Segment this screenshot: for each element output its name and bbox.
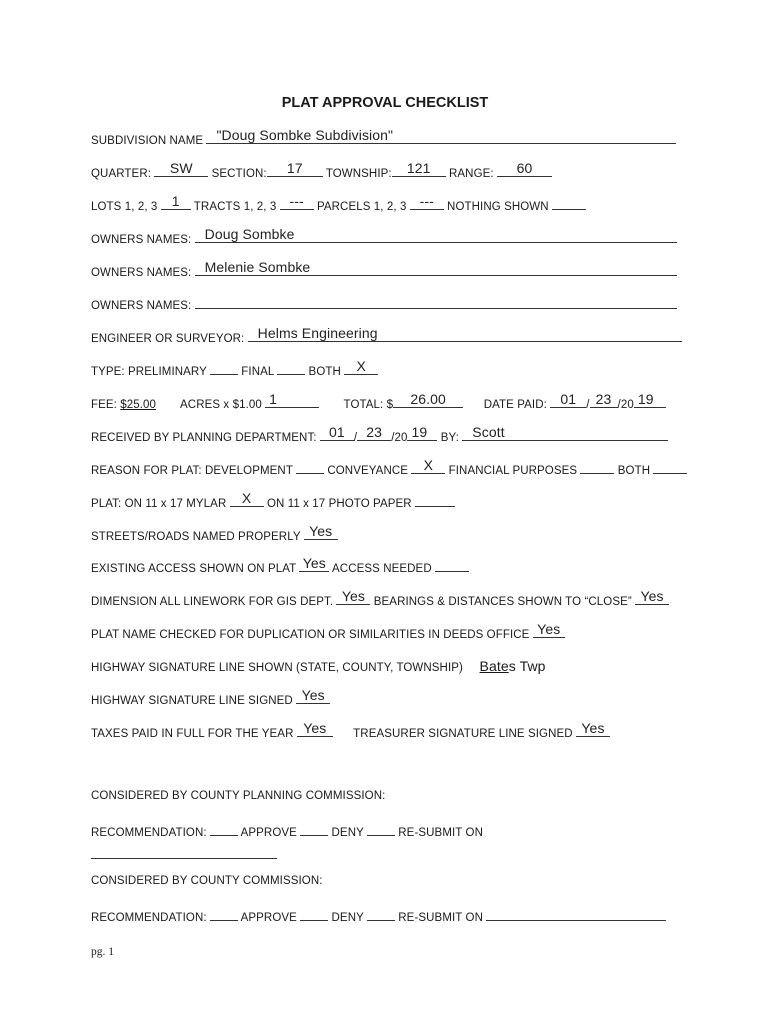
reason-development-field[interactable]: [296, 461, 324, 474]
planning-resubmit-date-field[interactable]: [91, 846, 277, 859]
received-day: 23: [366, 424, 383, 440]
type-both-mark: X: [356, 358, 366, 374]
acres-label: ACRES x $1.00: [180, 399, 262, 411]
county-commission-heading: CONSIDERED BY COUNTY COMMISSION:: [91, 875, 323, 887]
owner-field-3[interactable]: [195, 296, 677, 309]
platname-row: [91, 621, 565, 641]
owners-label: OWNERS NAMES:: [91, 300, 192, 312]
county-recommendation-row: [91, 908, 666, 924]
reason-development-label: REASON FOR PLAT: DEVELOPMENT: [91, 465, 293, 477]
type-both-label: BOTH: [308, 366, 341, 378]
date-paid-day: 23: [595, 391, 612, 407]
streets-label: STREETS/ROADS NAMED PROPERLY: [91, 531, 301, 543]
taxes-field[interactable]: [297, 720, 333, 737]
date-paid-month-field[interactable]: [550, 391, 586, 408]
type-final-label: FINAL: [241, 366, 274, 378]
owner-field-1[interactable]: [195, 226, 677, 243]
planning-resubmit-field[interactable]: [367, 823, 395, 836]
owner-row-3: [91, 296, 677, 312]
type-both-field[interactable]: [344, 358, 378, 375]
parcels-label: PARCELS 1, 2, 3: [316, 201, 407, 213]
engineer-label: ENGINEER OR SURVEYOR:: [91, 333, 245, 345]
platname-field[interactable]: [533, 621, 565, 638]
received-day-field[interactable]: [357, 424, 391, 441]
total-label: TOTAL: $: [343, 399, 394, 411]
subdivision-label: SUBDIVISION NAME: [91, 135, 204, 147]
planning-approve-label: APPROVE: [240, 827, 297, 839]
county-approve-label: APPROVE: [240, 912, 297, 924]
quarter-label: QUARTER:: [91, 168, 152, 180]
dimension-row: [91, 588, 669, 608]
county-rec-label: RECOMMENDATION:: [91, 912, 207, 924]
range-value: 60: [516, 160, 533, 176]
dimension-value: Yes: [341, 588, 366, 604]
date-paid-year-field[interactable]: [634, 391, 666, 408]
received-label: RECEIVED BY PLANNING DEPARTMENT:: [91, 432, 317, 444]
planning-approve-field[interactable]: [210, 823, 238, 836]
page-title: PLAT APPROVAL CHECKLIST: [281, 95, 489, 111]
reason-financial-label: FINANCIAL PURPOSES: [448, 465, 578, 477]
county-deny-label: DENY: [331, 912, 364, 924]
highway-shown-value: Bates Twp: [479, 658, 546, 674]
tracts-field[interactable]: [280, 193, 314, 210]
county-approve-field[interactable]: [210, 908, 238, 921]
county-resubmit-field[interactable]: [367, 908, 395, 921]
received-month-field[interactable]: [320, 424, 354, 441]
access-needed-label: ACCESS NEEDED: [332, 563, 432, 575]
highway-shown-label: HIGHWAY SIGNATURE LINE SHOWN (STATE, COUNTY, TOWNSHIP): [91, 662, 463, 674]
received-month: 01: [329, 424, 345, 440]
date-paid-month: 01: [560, 391, 577, 407]
range-field[interactable]: [497, 160, 552, 177]
acres-field[interactable]: [265, 391, 319, 408]
tracts-value: ---: [289, 193, 304, 209]
lots-value: 1: [171, 193, 180, 209]
type-final-field[interactable]: [277, 362, 305, 375]
treasurer-label: TREASURER SIGNATURE LINE SIGNED: [353, 728, 573, 740]
access-label: EXISTING ACCESS SHOWN ON PLAT: [91, 563, 297, 575]
subdivision-field[interactable]: [206, 127, 676, 144]
range-label: RANGE:: [448, 168, 494, 180]
streets-row: [91, 523, 338, 543]
quarter-field[interactable]: [154, 160, 208, 177]
county-deny-field[interactable]: [300, 908, 328, 921]
owners-label: OWNERS NAMES:: [91, 234, 192, 246]
reason-both-label: BOTH: [617, 465, 651, 477]
engineer-row: [91, 325, 682, 345]
plat-row: [91, 490, 455, 510]
township-label: TOWNSHIP:: [325, 168, 392, 180]
nothing-shown-label: NOTHING SHOWN: [447, 201, 549, 213]
streets-value: Yes: [309, 523, 333, 539]
section-label: SECTION:: [211, 168, 267, 180]
tracts-label: TRACTS 1, 2, 3: [193, 201, 277, 213]
total-value: 26.00: [410, 391, 446, 407]
date-paid-day-field[interactable]: [590, 391, 618, 408]
received-century: 20: [394, 432, 408, 444]
reason-row: [91, 457, 687, 477]
dimension-field[interactable]: [336, 588, 370, 605]
date-paid-year: 19: [637, 391, 654, 407]
planning-deny-field[interactable]: [300, 823, 328, 836]
location-row: [91, 160, 552, 180]
received-by-label: BY:: [440, 432, 459, 444]
planning-resubmit-label: RE-SUBMIT ON: [398, 827, 483, 839]
reason-both-field[interactable]: [653, 461, 687, 474]
highway-signed-field[interactable]: [296, 687, 330, 704]
fee-value: $25.00: [120, 399, 157, 411]
subdivision-row: [91, 127, 676, 147]
page-number: pg. 1: [91, 946, 114, 958]
engineer-value: Helms Engineering: [257, 325, 378, 341]
owner-row-1: [91, 226, 677, 246]
owner-row-2: [91, 259, 677, 279]
bearings-label: BEARINGS & DISTANCES SHOWN TO “CLOSE”: [373, 596, 632, 608]
section-field[interactable]: [267, 160, 323, 177]
taxes-label: TAXES PAID IN FULL FOR THE YEAR: [91, 728, 294, 740]
township-field[interactable]: [392, 160, 446, 177]
fee-label: FEE:: [91, 399, 117, 411]
parcels-value: ---: [419, 193, 434, 209]
highway-signed-label: HIGHWAY SIGNATURE LINE SIGNED: [91, 695, 293, 707]
access-needed-field[interactable]: [435, 559, 469, 572]
bearings-field[interactable]: [635, 588, 669, 605]
bearings-value: Yes: [640, 588, 664, 604]
access-field[interactable]: [299, 555, 329, 572]
lots-label: LOTS 1, 2, 3: [91, 201, 158, 213]
streets-field[interactable]: [304, 523, 338, 540]
plat-mylar-label: PLAT: ON 11 x 17 MYLAR: [91, 498, 227, 510]
total-field[interactable]: [393, 391, 463, 408]
owner-field-2[interactable]: [195, 259, 677, 276]
fee-row: FEE: $25.00 ACRES x $1.00 1 TOTAL: $ 26.00 DATE PAID: 01 / 23 /20 19: [91, 395, 666, 411]
planning-resubmit-date-row: [91, 846, 277, 862]
owner-name-2: Melenie Sombke: [204, 259, 311, 275]
quarter-value: SW: [169, 160, 193, 176]
reason-conveyance-field[interactable]: [411, 457, 445, 474]
highway-shown-row: [91, 658, 546, 674]
plat-photo-label: ON 11 x 17 PHOTO PAPER: [266, 498, 412, 510]
access-row: [91, 555, 469, 575]
platname-label: PLAT NAME CHECKED FOR DUPLICATION OR SIMILARITIES IN DEEDS OFFICE: [91, 629, 530, 641]
treasurer-value: Yes: [581, 720, 605, 736]
planning-rec-label: RECOMMENDATION:: [91, 827, 207, 839]
planning-deny-label: DENY: [331, 827, 364, 839]
received-by-field[interactable]: [462, 424, 668, 441]
type-preliminary-label: TYPE: PRELIMINARY: [91, 366, 207, 378]
engineer-field[interactable]: [248, 325, 682, 342]
received-year-field[interactable]: [407, 424, 437, 441]
county-resubmit-date-field[interactable]: [486, 908, 666, 921]
date-paid-label: DATE PAID:: [483, 399, 547, 411]
treasurer-field[interactable]: [576, 720, 610, 737]
section-value: 17: [286, 160, 303, 176]
reason-conveyance-mark: X: [423, 457, 434, 473]
access-value: Yes: [302, 555, 326, 571]
highway-signed-row: [91, 687, 330, 707]
dimension-label: DIMENSION ALL LINEWORK FOR GIS DEPT.: [91, 596, 334, 608]
acres-value: 1: [269, 391, 278, 407]
planning-recommendation-row: [91, 823, 483, 839]
parcels-field[interactable]: [410, 193, 444, 210]
type-preliminary-field[interactable]: [210, 362, 238, 375]
planning-commission-heading: CONSIDERED BY COUNTY PLANNING COMMISSION:: [91, 790, 386, 802]
platname-value: Yes: [537, 621, 561, 637]
nothing-shown-field[interactable]: [552, 197, 586, 210]
highway-signed-value: Yes: [301, 687, 325, 703]
type-row: [91, 358, 378, 378]
lots-field[interactable]: [161, 193, 191, 210]
plat-mylar-field[interactable]: [230, 490, 264, 507]
reason-financial-field[interactable]: [580, 461, 614, 474]
owners-label: OWNERS NAMES:: [91, 267, 192, 279]
reason-conveyance-label: CONVEYANCE: [327, 465, 409, 477]
taxes-value: Yes: [303, 720, 327, 736]
owner-name-1: Doug Sombke: [204, 226, 295, 242]
plat-mylar-mark: X: [241, 490, 252, 506]
received-row: RECEIVED BY PLANNING DEPARTMENT: 01 / 23 /20 19 BY: Scott: [91, 428, 668, 444]
date-paid-century: 20: [620, 399, 634, 411]
subdivision-value: "Doug Sombke Subdivision": [216, 127, 394, 143]
township-value: 121: [406, 160, 431, 176]
received-by-value: Scott: [472, 424, 505, 440]
plat-photo-field[interactable]: [415, 494, 455, 507]
taxes-row: [91, 720, 610, 740]
received-year: 19: [411, 424, 428, 440]
county-resubmit-label: RE-SUBMIT ON: [398, 912, 483, 924]
lots-row: [91, 193, 586, 213]
